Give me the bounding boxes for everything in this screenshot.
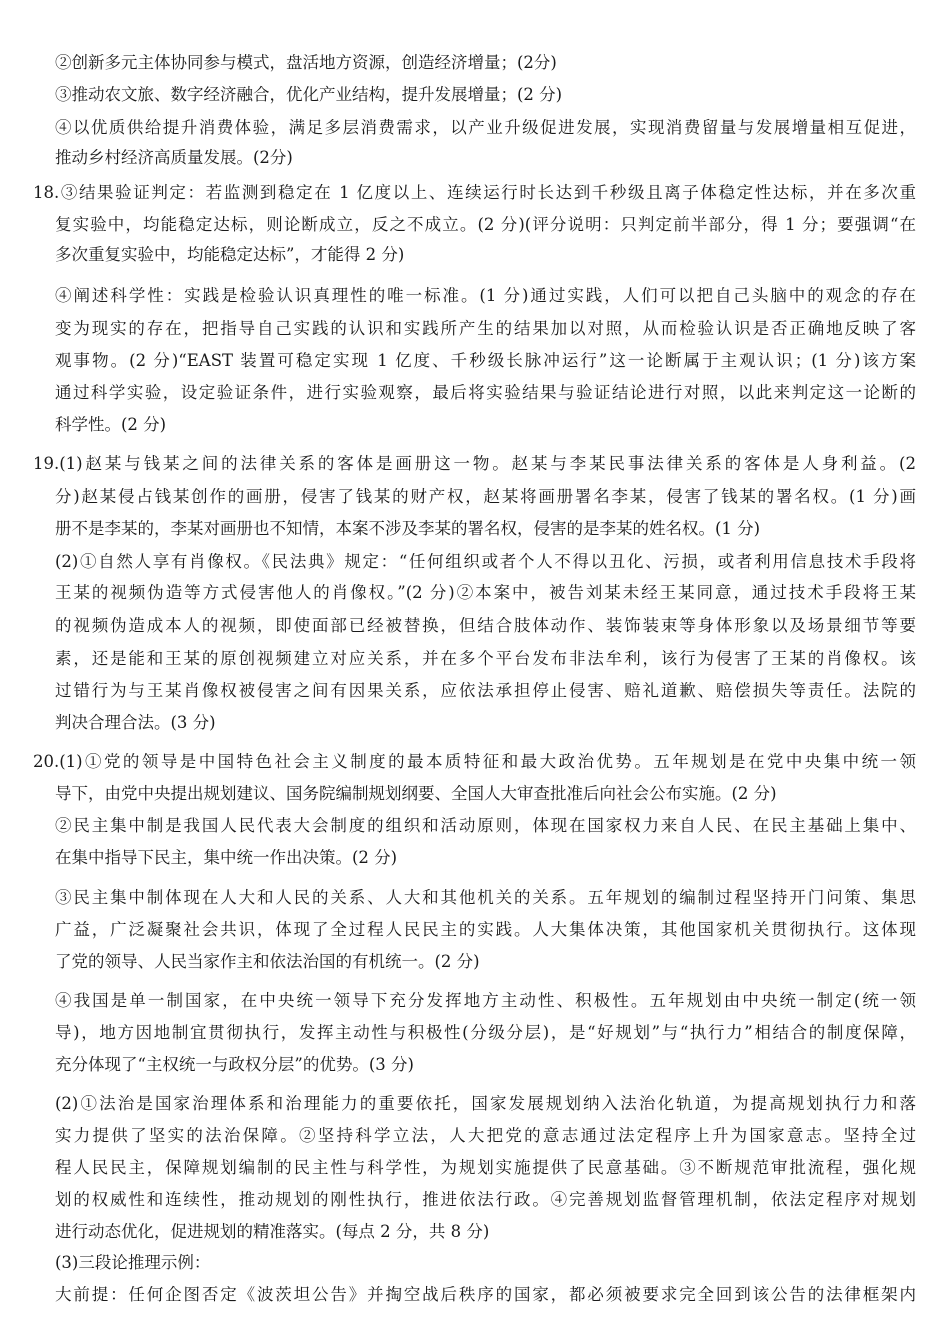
text-line: 的视频伪造成本人的视频，即使面部已经被替换，但结合肢体动作、装饰装束等身体形象以及场景细节等要 bbox=[55, 616, 916, 635]
text-line: ②创新多元主体协同参与模式，盘活地方资源，创造经济增量；(2分) bbox=[55, 53, 557, 72]
text-line: 判决合理合法。(3 分) bbox=[55, 713, 216, 732]
text-line: 通过科学实验，设定验证条件，进行实验观察，最后将实验结果与验证结论进行对照，以此来判定这一论断的 bbox=[55, 383, 916, 402]
text-line: 变为现实的存在，把指导自己实践的认识和实践所产生的结果加以对照，从而检验认识是否正确地反映了客 bbox=[55, 319, 916, 338]
text-line: 实力提供了坚实的法治保障。②坚持科学立法，人大把党的意志通过法定程序上升为国家意志。坚持全过 bbox=[55, 1126, 916, 1145]
text-line: ③推动农文旅、数字经济融合，优化产业结构，提升发展增量；(2 分) bbox=[55, 85, 563, 104]
text-line: 科学性。(2 分) bbox=[55, 415, 167, 434]
text-line: 20.(1)①党的领导是中国特色社会主义制度的最本质特征和最大政治优势。五年规划是在党中央集中统一领 bbox=[33, 752, 916, 771]
text-line: ③民主集中制体现在人大和人民的关系、人大和其他机关的关系。五年规划的编制过程坚持开门问策、集思 bbox=[55, 888, 916, 907]
text-line: ④阐述科学性：实践是检验认识真理性的唯一标准。(1 分)通过实践，人们可以把自己头脑中的观念的存在 bbox=[55, 286, 916, 305]
text-line: 导下，由党中央提出规划建议、国务院编制规划纲要、全国人大审查批准后向社会公布实施。(2 分) bbox=[55, 784, 777, 803]
text-line: (2)①自然人享有肖像权。《民法典》规定：“任何组织或者个人不得以丑化、污损，或者利用信息技术手段将 bbox=[55, 552, 916, 571]
text-line: 推动乡村经济高质量发展。(2分) bbox=[55, 148, 293, 167]
text-line: ④我国是单一制国家，在中央统一领导下充分发挥地方主动性、积极性。五年规划由中央统一制定(统一领 bbox=[55, 991, 916, 1010]
text-line: 复实验中，均能稳定达标，则论断成立，反之不成立。(2 分)(评分说明：只判定前半部分，得 1 分；要强调“在 bbox=[55, 215, 916, 234]
text-line: (3)三段论推理示例： bbox=[55, 1253, 211, 1272]
text-line: 在集中指导下民主，集中统一作出决策。(2 分) bbox=[55, 848, 398, 867]
text-line: 素，还是能和王某的原创视频建立对应关系，并在多个平台发布非法牟利，该行为侵害了王某的肖像权。该 bbox=[55, 649, 916, 668]
text-line: 进行动态优化，促进规划的精准落实。(每点 2 分，共 8 分) bbox=[55, 1222, 490, 1241]
text-line: 18.③结果验证判定：若监测到稳定在 1 亿度以上、连续运行时长达到千秒级且离子体稳定性达标，并在多次重 bbox=[33, 183, 916, 202]
text-line: ④以优质供给提升消费体验，满足多层消费需求，以产业升级促进发展，实现消费留量与发展增量相互促进， bbox=[55, 118, 916, 137]
text-line: 19.(1)赵某与钱某之间的法律关系的客体是画册这一物。赵某与李某民事法律关系的客体是人身利益。(2 bbox=[33, 454, 916, 473]
text-line: 程人民民主，保障规划编制的民主性与科学性，为规划实施提供了民意基础。③不断规范审批流程，强化规 bbox=[55, 1158, 916, 1177]
text-line: 过错行为与王某肖像权被侵害之间有因果关系，应依法承担停止侵害、赔礼道歉、赔偿损失等责任。法院的 bbox=[55, 681, 916, 700]
text-line: 划的权威性和连续性，推动规划的刚性执行，推进依法行政。④完善规划监督管理机制，依法定程序对规划 bbox=[55, 1190, 916, 1209]
text-line: (2)①法治是国家治理体系和治理能力的重要依托，国家发展规划纳入法治化轨道，为提高规划执行力和落 bbox=[55, 1094, 916, 1113]
text-line: 册不是李某的，李某对画册也不知情，本案不涉及李某的署名权，侵害的是李某的姓名权。(1 分) bbox=[55, 519, 761, 538]
text-line: 分)赵某侵占钱某创作的画册，侵害了钱某的财产权，赵某将画册署名李某，侵害了钱某的署名权。(1 分)画 bbox=[55, 487, 916, 506]
text-line: 观事物。(2 分)“EAST 装置可稳定实现 1 亿度、千秒级长脉冲运行”这一论断属于主观认识；(1 分)该方案 bbox=[55, 351, 916, 370]
text-line: 广益，广泛凝聚社会共识，体现了全过程人民民主的实践。人大集体决策，其他国家机关贯彻执行。这体现 bbox=[55, 920, 916, 939]
text-line: 充分体现了“主权统一与政权分层”的优势。(3 分) bbox=[55, 1055, 414, 1074]
text-line: 多次重复实验中，均能稳定达标”，才能得 2 分) bbox=[55, 245, 405, 264]
text-line: 导)，地方因地制宜贯彻执行，发挥主动性与积极性(分级分层)，是“好规划”与“执行力”相结合的制度保障， bbox=[55, 1023, 916, 1042]
text-line: 王某的视频伪造等方式侵害他人的肖像权。”(2 分)②本案中，被告刘某未经王某同意，通过技术手段将王某 bbox=[55, 583, 916, 602]
text-line: ②民主集中制是我国人民代表大会制度的组织和活动原则，体现在国家权力来自人民、在民主基础上集中、 bbox=[55, 816, 916, 835]
text-line: 了党的领导、人民当家作主和依法治国的有机统一。(2 分) bbox=[55, 952, 480, 971]
text-line: 大前提：任何企图否定《波茨坦公告》并掏空战后秩序的国家，都必须被要求完全回到该公告的法律框架内 bbox=[55, 1285, 916, 1304]
